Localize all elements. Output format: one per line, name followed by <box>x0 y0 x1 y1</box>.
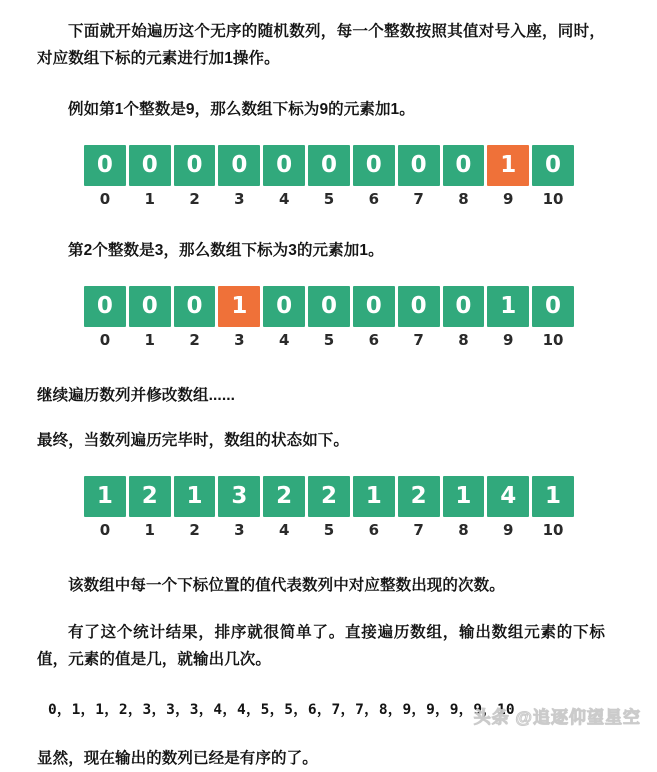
array-cell: 4 <box>487 476 529 517</box>
spacer <box>0 209 657 237</box>
array-cell: 0 <box>532 145 574 186</box>
paragraph-example-second-integer: 第2个整数是3，那么数组下标为3的元素加1。 <box>68 242 384 259</box>
array-cell: 0 <box>174 286 216 327</box>
array-cells-step-1 <box>84 145 574 186</box>
array-index-row-final <box>84 520 574 540</box>
spacer <box>0 540 657 572</box>
spacer-top <box>0 0 657 18</box>
spacer <box>0 72 657 96</box>
paragraph-sorting-explanation: 有了这个统计结果，排序就很简单了。直接遍历数组，输出数组元素的下标值，元素的值是几，就输出几次。 <box>37 624 605 668</box>
array-index-label: 6 <box>368 521 379 539</box>
array-cell: 0 <box>443 286 485 327</box>
array-index-label: 6 <box>368 331 379 349</box>
spacer <box>0 123 657 145</box>
array-index-label: 10 <box>542 521 564 539</box>
array-index-label: 5 <box>323 521 335 539</box>
spacer <box>0 599 657 619</box>
array-cell: 0 <box>308 145 350 186</box>
array-index-label: 8 <box>458 190 469 208</box>
array-index-label: 2 <box>189 521 200 539</box>
array-index-label: 8 <box>458 521 469 539</box>
array-cell: 1 <box>353 476 395 517</box>
array-cell: 0 <box>84 145 126 186</box>
paragraph-final-state: 最终，当数列遍历完毕时，数组的状态如下。 <box>37 432 350 449</box>
array-index-label: 4 <box>278 521 290 539</box>
array-index-label: 0 <box>99 331 111 349</box>
paragraph-example-first-integer: 例如第1个整数是9，那么数组下标为9的元素加1。 <box>68 101 415 118</box>
array-cell: 2 <box>308 476 350 517</box>
array-index-label: 10 <box>542 331 564 349</box>
paragraph-conclusion: 显然，现在输出的数列已经是有序的了。 <box>37 750 318 767</box>
spacer <box>0 454 657 476</box>
array-cell: 0 <box>218 145 260 186</box>
array-index-label: 4 <box>278 190 290 208</box>
array-index-label: 9 <box>503 331 514 349</box>
array-index-label: 0 <box>99 190 111 208</box>
sorted-output-sequence: 0，1，1，2，3，3，3，4，4，5，5，6，7，7，8，9，9，9，9，10 <box>48 702 515 718</box>
array-cell: 0 <box>308 286 350 327</box>
array-cell: 1 <box>487 286 529 327</box>
array-index-label: 2 <box>189 331 200 349</box>
array-cell: 0 <box>398 286 440 327</box>
array-cell: 1 <box>84 476 126 517</box>
array-cell: 1 <box>443 476 485 517</box>
array-cell: 2 <box>398 476 440 517</box>
array-cell: 1 <box>174 476 216 517</box>
array-index-label: 0 <box>99 521 111 539</box>
array-cell: 0 <box>398 145 440 186</box>
array-index-row-step-1 <box>84 189 574 209</box>
array-cell: 3 <box>218 476 260 517</box>
array-index-label: 5 <box>323 190 335 208</box>
array-index-label: 4 <box>278 331 290 349</box>
array-cell: 0 <box>263 145 305 186</box>
array-cell: 2 <box>263 476 305 517</box>
array-index-label: 3 <box>234 331 245 349</box>
paragraph-meaning-of-values: 该数组中每一个下标位置的值代表数列中对应整数出现的次数。 <box>68 577 505 594</box>
spacer <box>0 673 657 699</box>
array-index-label: 5 <box>323 331 335 349</box>
array-cell: 0 <box>353 286 395 327</box>
watermark-text: 头条 @追逐仰望星空 <box>473 708 641 727</box>
array-index-label: 3 <box>234 521 245 539</box>
array-cell: 1 <box>487 145 529 186</box>
array-index-label: 2 <box>189 190 200 208</box>
paragraph-traverse-intro: 下面就开始遍历这个无序的随机数列，每一个整数按照其值对号入座，同时，对应数组下标的元素进行加1操作。 <box>37 23 605 67</box>
array-index-label: 8 <box>458 331 469 349</box>
array-figure-step-1 <box>0 145 657 209</box>
array-cell: 0 <box>443 145 485 186</box>
array-cell: 1 <box>218 286 260 327</box>
array-index-label: 7 <box>413 190 424 208</box>
array-index-label: 6 <box>368 190 379 208</box>
array-index-label: 1 <box>144 190 155 208</box>
array-cells-final <box>84 476 574 517</box>
array-cell: 0 <box>129 286 171 327</box>
spacer <box>0 350 657 382</box>
array-index-label: 9 <box>503 190 514 208</box>
array-cell: 1 <box>532 476 574 517</box>
array-cell: 0 <box>129 145 171 186</box>
array-index-label: 7 <box>413 521 424 539</box>
spacer <box>0 264 657 286</box>
array-index-label: 1 <box>144 331 155 349</box>
array-cell: 0 <box>174 145 216 186</box>
array-index-label: 1 <box>144 521 155 539</box>
array-index-row-step-2 <box>84 330 574 350</box>
array-figure-final <box>0 476 657 540</box>
array-cell: 2 <box>129 476 171 517</box>
array-cell: 0 <box>353 145 395 186</box>
array-cell: 0 <box>84 286 126 327</box>
array-figure-step-2 <box>0 286 657 350</box>
array-index-label: 3 <box>234 190 245 208</box>
spacer <box>0 409 657 427</box>
array-index-label: 7 <box>413 331 424 349</box>
array-index-label: 9 <box>503 521 514 539</box>
paragraph-continue-traverse: 继续遍历数列并修改数组...... <box>37 387 236 404</box>
array-cell: 0 <box>532 286 574 327</box>
array-cells-step-2 <box>84 286 574 327</box>
array-index-label: 10 <box>542 190 564 208</box>
array-cell: 0 <box>263 286 305 327</box>
